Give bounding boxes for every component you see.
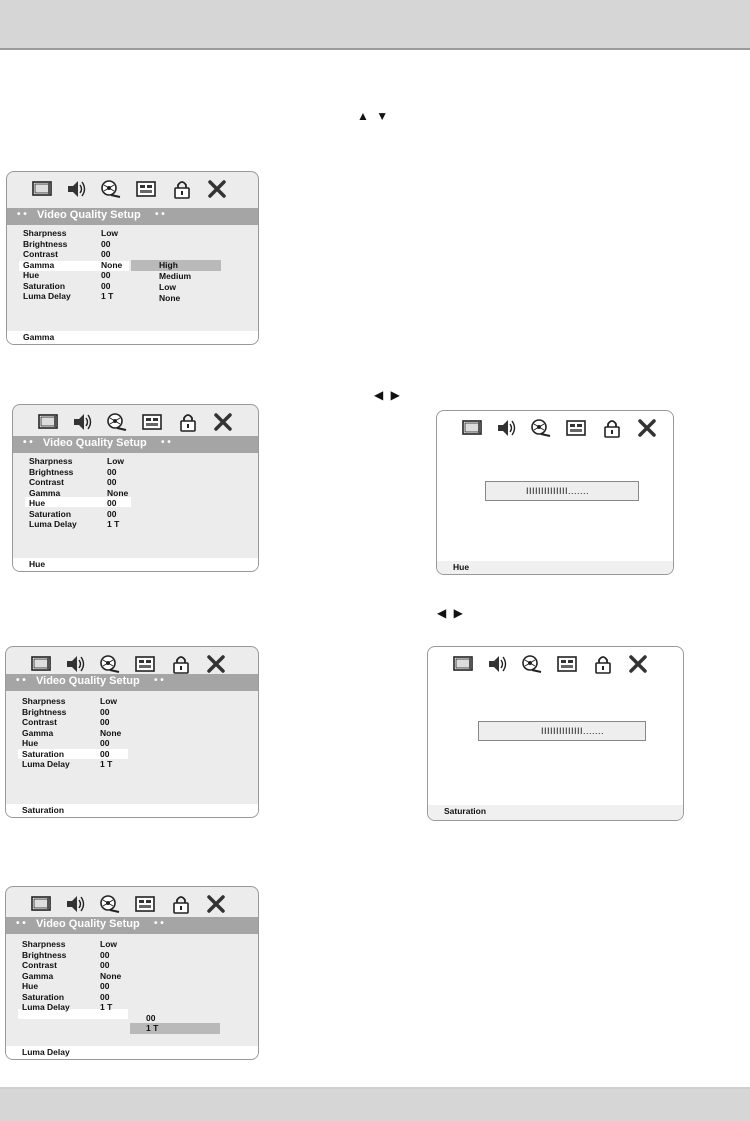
hue-slider[interactable] [485, 481, 639, 501]
up-down-arrows-icon: ▲ ▼ [357, 109, 391, 123]
menu-row-label: Brightness [29, 466, 74, 477]
option-00[interactable]: 00 [146, 1013, 156, 1023]
menu-title-bar [13, 436, 258, 453]
osd-footer [13, 558, 258, 571]
osd-icon-bar [428, 647, 683, 681]
menu-row-value: 1 T [100, 759, 113, 769]
preference-panel-icon[interactable] [134, 654, 156, 674]
title-dots: • • [154, 918, 164, 929]
menu-row-label: Hue [22, 981, 39, 991]
menu-row-value: 00 [101, 280, 111, 291]
film-reel-icon[interactable] [99, 179, 121, 199]
menu-row-label: Sharpness [29, 456, 73, 466]
menu-row-value: 1 T [101, 291, 114, 301]
speaker-icon[interactable] [71, 412, 93, 432]
option-1t[interactable]: 1 T [146, 1023, 159, 1033]
padlock-icon[interactable] [592, 654, 614, 674]
title-dots: • • [16, 675, 26, 686]
menu-row-label: Saturation [23, 280, 66, 291]
exit-x-icon[interactable] [205, 894, 227, 914]
left-right-arrows-icon: ◀ ▶ [374, 388, 402, 402]
menu-row-value: Low [107, 456, 124, 466]
title-dots: • • [154, 675, 164, 686]
film-reel-icon[interactable] [529, 418, 551, 438]
menu-row-value: 00 [100, 738, 110, 748]
option-selection [130, 1023, 220, 1034]
menu-row-label: Saturation [22, 748, 65, 759]
exit-x-icon[interactable] [205, 654, 227, 674]
title-dots: • • [16, 918, 26, 929]
footer-label: Saturation [444, 806, 487, 816]
footer-label: Hue [29, 559, 46, 569]
footer-label: Luma Delay [22, 1047, 70, 1057]
exit-x-icon[interactable] [212, 412, 234, 432]
menu-row-value: 00 [101, 249, 111, 259]
menu-row-label: Gamma [29, 487, 61, 498]
film-reel-icon[interactable] [105, 412, 127, 432]
menu-row-label: Brightness [23, 238, 68, 249]
menu-row-value: None [100, 727, 122, 738]
menu-row-value: Low [100, 696, 117, 706]
osd-screen-saturation-slider [427, 646, 684, 821]
menu-title: Video Quality Setup [37, 209, 141, 221]
menu-row-value: None [107, 487, 129, 498]
osd-screen-hue [12, 404, 259, 572]
menu-title-bar [7, 208, 258, 225]
preference-panel-icon[interactable] [141, 412, 163, 432]
menu-row-label: Gamma [23, 259, 55, 270]
menu-row-value: Low [100, 939, 117, 949]
footer-label: Gamma [23, 332, 55, 342]
osd-screen-gamma [6, 171, 259, 345]
menu-row-value: Low [101, 228, 118, 238]
menu-row-value: None [100, 970, 122, 981]
osd-screen-luma-delay [5, 886, 259, 1060]
slider-level: IIIIIIIIIIIIII....... [526, 486, 590, 496]
menu-row-label: Sharpness [22, 939, 66, 949]
menu-row-label: Gamma [22, 727, 54, 738]
slider-level: IIIIIIIIIIIIII....... [541, 726, 605, 736]
osd-icon-bar [13, 405, 258, 439]
preference-panel-icon[interactable] [556, 654, 578, 674]
menu-row-value: 00 [100, 748, 110, 759]
page-header-band [0, 0, 750, 50]
osd-footer [437, 561, 673, 574]
speaker-icon[interactable] [64, 894, 86, 914]
menu-row-value: 00 [107, 477, 117, 487]
option-medium[interactable]: Medium [159, 271, 192, 281]
exit-x-icon[interactable] [627, 654, 649, 674]
menu-row-label: Contrast [29, 477, 64, 487]
menu-row-label: Hue [23, 270, 40, 280]
osd-footer [7, 331, 258, 344]
film-reel-icon[interactable] [520, 654, 542, 674]
menu-row-label: Luma Delay [22, 1002, 70, 1012]
menu-row-label: Saturation [29, 508, 72, 519]
title-dots: • • [17, 209, 27, 220]
osd-footer [6, 804, 258, 817]
tv-icon[interactable] [30, 654, 52, 674]
speaker-icon[interactable] [65, 179, 87, 199]
speaker-icon[interactable] [64, 654, 86, 674]
menu-row-label: Brightness [22, 706, 67, 717]
menu-row-label: Hue [29, 498, 46, 508]
osd-screen-hue-slider [436, 410, 674, 575]
padlock-icon[interactable] [171, 179, 193, 199]
preference-panel-icon[interactable] [135, 179, 157, 199]
menu-row-value: None [101, 259, 123, 270]
menu-row-value: 00 [107, 466, 117, 477]
title-dots: • • [23, 437, 33, 448]
menu-row-value: 00 [101, 270, 111, 280]
menu-title-bar [6, 674, 258, 691]
option-none[interactable]: None [159, 293, 181, 303]
tv-icon[interactable] [452, 654, 474, 674]
menu-row-value: 00 [101, 238, 111, 249]
exit-x-icon[interactable] [206, 179, 228, 199]
film-reel-icon[interactable] [98, 894, 120, 914]
preference-panel-icon[interactable] [134, 894, 156, 914]
menu-row-value: 00 [100, 981, 110, 991]
menu-row-value: 00 [100, 991, 110, 1002]
menu-row-value: 00 [107, 498, 117, 508]
osd-icon-bar [7, 172, 258, 206]
padlock-icon[interactable] [170, 654, 192, 674]
exit-x-icon[interactable] [636, 418, 658, 438]
menu-title: Video Quality Setup [43, 437, 147, 449]
title-dots: • • [161, 437, 171, 448]
menu-row-value: 1 T [100, 1002, 113, 1012]
menu-row-value: 00 [100, 717, 110, 727]
padlock-icon[interactable] [177, 412, 199, 432]
osd-footer [428, 805, 683, 820]
menu-row-label: Contrast [22, 717, 57, 727]
osd-footer [6, 1046, 258, 1059]
option-high[interactable]: High [159, 260, 178, 270]
saturation-slider[interactable] [478, 721, 646, 741]
menu-title: Video Quality Setup [36, 675, 140, 687]
menu-row-label: Luma Delay [29, 519, 77, 529]
menu-row-label: Sharpness [23, 228, 67, 238]
menu-row-value: 00 [107, 508, 117, 519]
page-footer-band [0, 1087, 750, 1121]
menu-row-value: 00 [100, 706, 110, 717]
menu-row-label: Saturation [22, 991, 65, 1002]
menu-row-value: 00 [100, 949, 110, 960]
footer-label: Hue [453, 562, 470, 572]
menu-title-bar [6, 917, 258, 934]
tv-icon[interactable] [461, 418, 483, 438]
osd-icon-bar [437, 411, 673, 445]
left-right-arrows-icon: ◀ ▶ [437, 606, 465, 620]
tv-icon[interactable] [37, 412, 59, 432]
menu-row-value: 1 T [107, 519, 120, 529]
menu-row-label: Contrast [23, 249, 58, 259]
menu-row-label: Luma Delay [23, 291, 71, 301]
osd-icon-bar [6, 887, 258, 921]
option-low[interactable]: Low [159, 282, 176, 292]
menu-row-label: Hue [22, 738, 39, 748]
film-reel-icon[interactable] [98, 654, 120, 674]
title-dots: • • [155, 209, 165, 220]
padlock-icon[interactable] [601, 418, 623, 438]
menu-row-label: Sharpness [22, 696, 66, 706]
speaker-icon[interactable] [495, 418, 517, 438]
preference-panel-icon[interactable] [565, 418, 587, 438]
menu-title: Video Quality Setup [36, 918, 140, 930]
menu-row-label: Contrast [22, 960, 57, 970]
footer-label: Saturation [22, 805, 65, 815]
tv-icon[interactable] [30, 894, 52, 914]
tv-icon[interactable] [31, 179, 53, 199]
speaker-icon[interactable] [486, 654, 508, 674]
menu-row-label: Luma Delay [22, 759, 70, 769]
padlock-icon[interactable] [170, 894, 192, 914]
osd-screen-saturation [5, 646, 259, 818]
menu-row-label: Brightness [22, 949, 67, 960]
menu-row-value: 00 [100, 960, 110, 970]
menu-row-label: Gamma [22, 970, 54, 981]
